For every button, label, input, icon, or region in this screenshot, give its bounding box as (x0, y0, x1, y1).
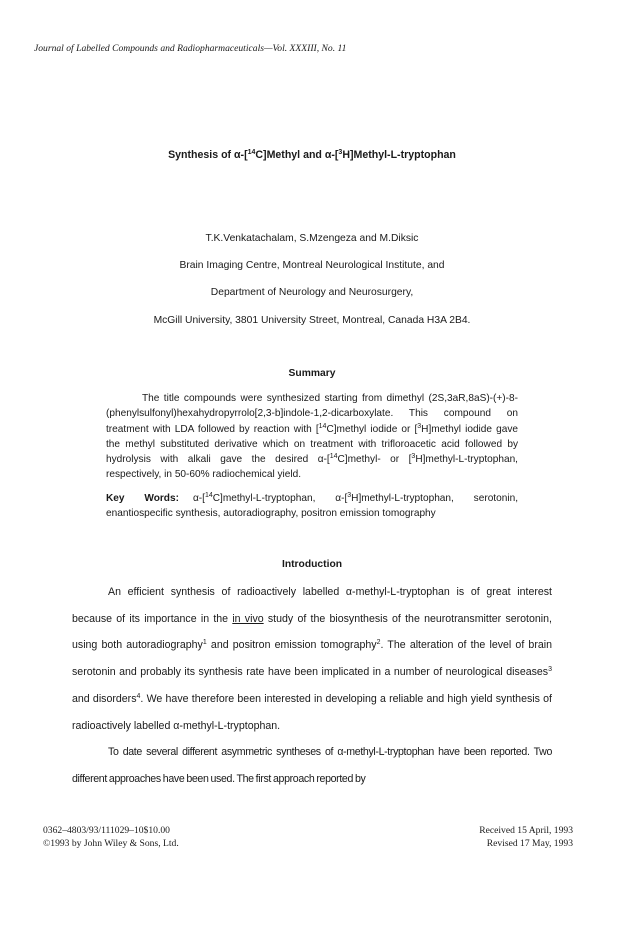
in-vivo-underlined: in vivo (232, 612, 264, 625)
introduction-paragraph-2: To date several different asymmetric syntheses of α-methyl-L-tryptophan have been reported. Two different approaches have been used. The first approach reported by (72, 746, 552, 785)
article-code: 0362–4803/93/111029–10$10.00 (43, 825, 170, 836)
keywords-label: Key Words: (106, 492, 179, 504)
affiliation-line-1: Brain Imaging Centre, Montreal Neurological Institute, and (179, 260, 445, 271)
copyright: ©1993 by John Wiley & Sons, Ltd. (43, 838, 179, 849)
introduction-paragraph-1: An efficient synthesis of radioactively labelled α-methyl-L-tryptophan is of great interest because of its importance in the in vivo study of the biosynthesis of the neurotransmitter serotonin, using both autoradiography$^1$ and positron emission tomography$^2$. The alteration of the level of brain serotonin and probably its synthesis rate have been implicated in a number of neurological diseases$^3$ and disorders$^4$. We have therefore been interested in developing a reliable and high yield synthesis of radioactively labelled α-methyl-L-tryptophan. (72, 586, 552, 732)
keywords: Key Words: α-[$^{14}$C]methyl-L-tryptophan, α-[$^3$H]methyl-L-tryptophan, serotonin, enantiospecific synthesis, autoradiography, positron emission tomography (106, 491, 519, 520)
introduction-body (72, 579, 552, 793)
summary-block (106, 391, 518, 521)
received-date: Received 15 April, 1993 (479, 825, 573, 836)
affiliation-line-3: McGill University, 3801 University Street, Montreal, Canada H3A 2B4. (153, 315, 471, 326)
footer-left (43, 824, 179, 850)
summary-text: The title compounds were synthesized starting from dimethyl (2S,3aR,8aS)-(+)-8-(phenylsulfonyl)hexahydropyrrolo[2,3-b]indole-1,2-dicarboxylate. This compound on treatment with LDA followed by reaction with [$^{14}$C]methyl iodide or [$^3$H]methyl iodide gave the methyl substituted derivative which on treatment with trifloroacetic acid followed by hydrolysis with alkali gave the desired α-[$^{14}$C]methyl- or [$^3$H]methyl-L-tryptophan, respectively, in 50-60% radiochemical yield. (106, 393, 518, 481)
journal-header: Journal of Labelled Compounds and Radiopharmaceuticals—Vol. XXXIII, No. 11 (34, 43, 347, 54)
affiliation-line-2: Department of Neurology and Neurosurgery, (210, 287, 414, 298)
paper-title: Synthesis of α-[$^{14}$C]Methyl and α-[$^3$H]Methyl-L-tryptophan (168, 149, 456, 161)
summary-heading: Summary (288, 368, 336, 379)
authors: T.K.Venkatachalam, S.Mzengeza and M.Diksic (205, 233, 419, 244)
footer-right (479, 824, 573, 850)
revised-date: Revised 17 May, 1993 (486, 838, 573, 849)
introduction-heading: Introduction (281, 559, 343, 570)
